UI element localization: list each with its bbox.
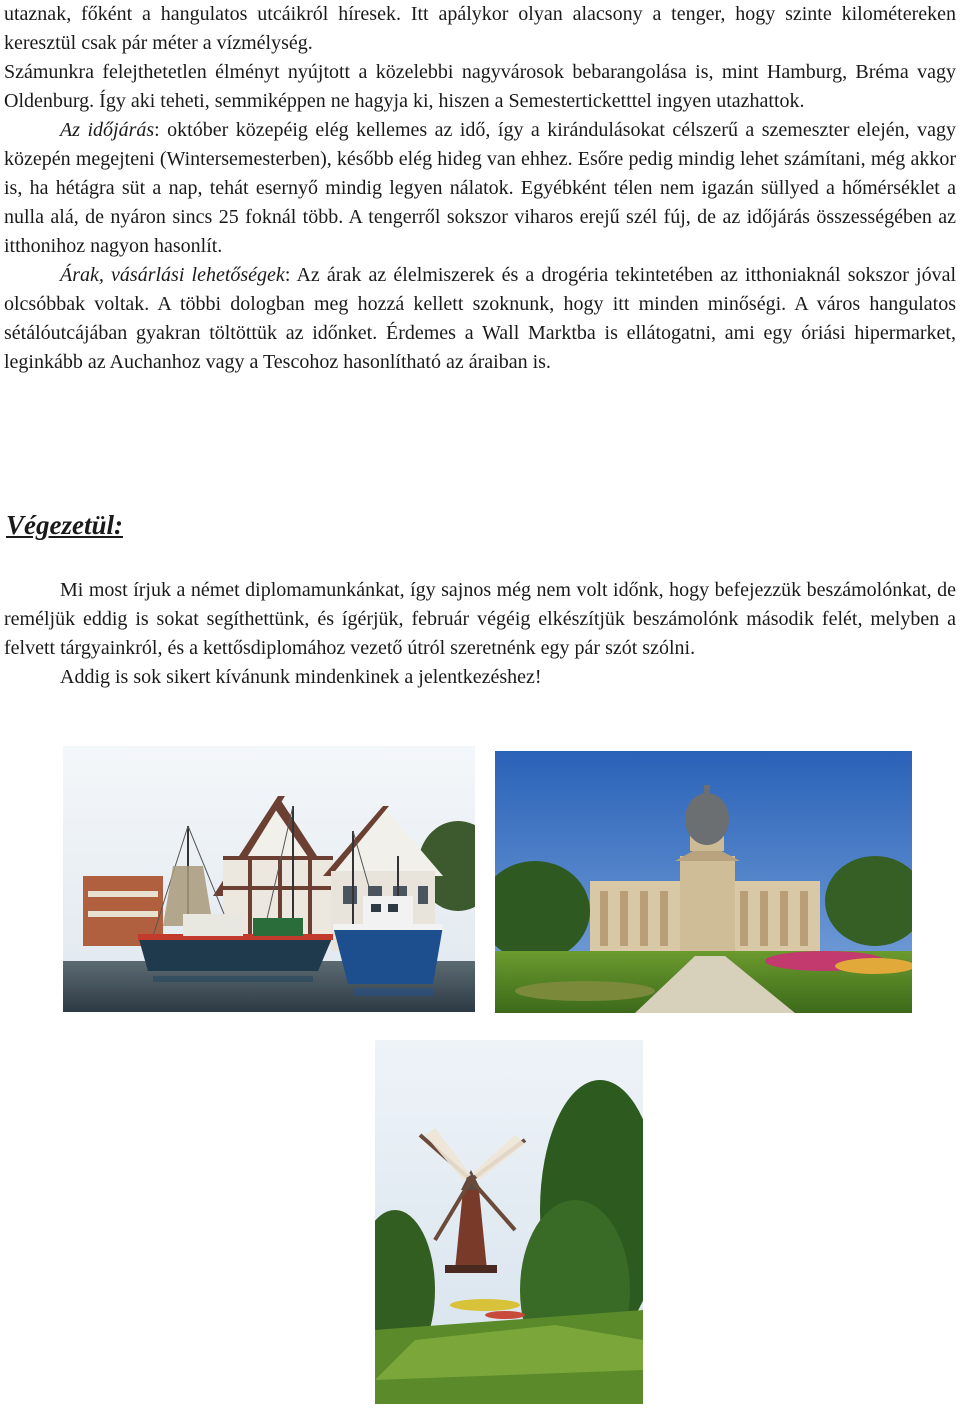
palace-park-photo [495,751,912,1013]
intro-text [4,0,956,377]
closing-heading: Végezetül: [6,510,123,540]
prices-paragraph [4,261,956,377]
closing-text [4,576,956,692]
harbor-boats-photo [63,746,475,1012]
weather-label: Az időjárás [60,119,155,141]
farewell-line: Addig is sok sikert kívánunk mindenkinek a jelentkezéshez! [60,666,542,688]
weather-paragraph [4,116,956,261]
windmill-park-photo [375,1040,643,1404]
closing-paragraph: Mi most írjuk a német diplomamunkánkat, így sajnos még nem volt időnk, hogy befejezzük beszámolónkat, de reméljük eddig is sokat segíthettünk, és ígérjük, február végéig elkészítjük beszámolónk második felét, melyben a felvett tárgyainkról, és a kettősdiplomához vezető útról szeretnénk egy pár szót szólni. [4,579,956,659]
intro-paragraph-2: Számunkra felejthetetlen élményt nyújtott a közelebbi nagyvárosok bebarangolása is, mint Hamburg, Bréma vagy Oldenburg. Így aki teheti, semmiképpen ne hagyja ki, hiszen a Semesterticketttel ingyen utazhattok. [4,61,956,112]
weather-text: : október közepéig elég kellemes az idő, így a kirándulásokat célszerű a szemeszter elején, vagy közepén megejteni (Wintersemesterben), később elég hideg van ehhez. Esőre pedig mindig lehet számítani, még akkor is, ha hétágra süt a nap, tehát esernyő mindig legyen nálatok. Egyébként télen nem igazán süllyed a hőmérséklet a nulla alá, de nyáron sincs 25 foknál több. A tengerről sokszor viharos erejű szél fúj, de az időjárás összességében az itthonihoz nagyon hasonlít. [4,119,956,257]
prices-text: : Az árak az élelmiszerek és a drogéria tekintetében az itthoniaknál sokszor jóval olcsóbbak voltak. A többi dologban meg hozzá kellett szoknunk, hogy itt minden minőségi. A város hangulatos sétálóutcájában gyakran töltöttük az időnket. Érdemes a Wall Marktba is ellátogatni, ami egy óriási hipermarket, leginkább az Auchanhoz vagy a Tescohoz hasonlítható az áraiban is. [4,264,956,373]
intro-paragraph-1: utaznak, főként a hangulatos utcáikról híresek. Itt apálykor olyan alacsony a tenger, hogy szinte kilométereken keresztül csak pár méter a vízmélység. [4,3,956,54]
prices-label: Árak, vásárlási lehetőségek [60,264,285,286]
